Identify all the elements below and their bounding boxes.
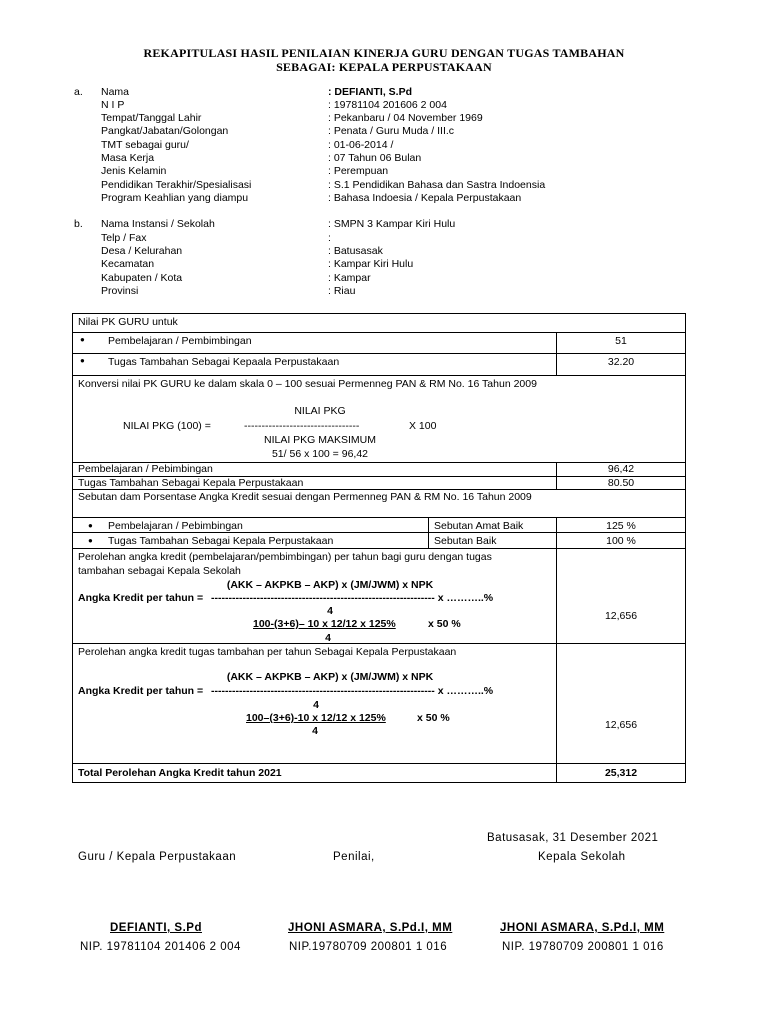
total-label: Total Perolehan Angka Kredit tahun 2021 (78, 767, 282, 779)
value-telp: : (328, 232, 331, 244)
ak1-formula: (AKK – AKPKB – AKP) x (JM/JWM) x NPK (226, 579, 434, 591)
value-tmt: : 01-06-2014 / (328, 139, 394, 151)
row-divider (72, 489, 686, 490)
pk-row-value: 32.20 (607, 356, 635, 368)
label-masa-kerja: Masa Kerja (101, 152, 155, 164)
ak1-times: x 50 % (428, 618, 461, 630)
ak1-denominator2: 4 (325, 632, 331, 644)
converted-row-value: 80.50 (607, 477, 635, 489)
signer-nip-kepala: NIP. 19780709 200801 1 016 (502, 941, 664, 953)
value-pangkat: : Penata / Guru Muda / III.c (328, 125, 455, 137)
value-jenis-kelamin: : Perempuan (328, 165, 389, 177)
ak2-lhs: Angka Kredit per tahun = (78, 685, 204, 697)
value-kecamatan: : Kampar Kiri Hulu (328, 258, 414, 270)
place-date: Batusasak, 31 Desember 2021 (487, 832, 659, 844)
row-divider (72, 517, 686, 518)
ak2-value: 12,656 (604, 719, 638, 731)
signer-name-guru: DEFIANTI, S.Pd (110, 922, 202, 934)
ak2-dashes: ---------------------------------------------------------------- x ………..% (211, 685, 494, 697)
role-kepala-sekolah: Kepala Sekolah (538, 851, 626, 863)
sebutan-row-persen: 125 % (606, 520, 636, 532)
value-nama: : DEFIANTI, S.Pd (328, 86, 412, 98)
bullet-icon: ● (80, 356, 85, 365)
ak2-denominator: 4 (313, 699, 319, 711)
ak1-lhs: Angka Kredit per tahun = (78, 592, 204, 604)
formula-dashes: --------------------------------- (244, 420, 360, 432)
row-divider (72, 763, 686, 764)
signer-name-kepala: JHONI ASMARA, S.Pd.I, MM (500, 922, 665, 934)
sebutan-row-persen: 100 % (606, 535, 636, 547)
formula-calc: 51/ 56 x 100 = 96,42 (271, 448, 369, 460)
value-instansi: : SMPN 3 Kampar Kiri Hulu (328, 218, 456, 230)
total-value: 25,312 (604, 767, 638, 779)
ak2-times: x 50 % (417, 712, 450, 724)
row-divider (72, 332, 686, 333)
formula-lhs: NILAI PKG (100) = (123, 420, 211, 432)
ak2-calculation: 100–(3+6)-10 x 12/12 x 125% (246, 712, 386, 724)
formula-denominator: NILAI PKG MAKSIMUM (263, 434, 377, 446)
label-pangkat: Pangkat/Jabatan/Golongan (101, 125, 229, 137)
label-nama: Nama (101, 86, 130, 98)
sebutan-row-label: Pembelajaran / Pebimbingan (108, 520, 243, 532)
role-guru: Guru / Kepala Perpustakaan (78, 851, 237, 863)
label-pendidikan: Pendidikan Terakhir/Spesialisasi (101, 179, 252, 191)
signer-name-penilai: JHONI ASMARA, S.Pd.I, MM (288, 922, 453, 934)
value-provinsi: : Riau (328, 285, 356, 297)
label-instansi: Nama Instansi / Sekolah (101, 218, 215, 230)
label-provinsi: Provinsi (101, 285, 139, 297)
document-title-line2: SEBAGAI: KEPALA PERPUSTAKAAN (276, 60, 492, 74)
ak1-dashes: ---------------------------------------------------------------- x ………..% (211, 592, 494, 604)
value-desa: : Batusasak (328, 245, 383, 257)
konversi-text: Konversi nilai PK GURU ke dalam skala 0 – 100 sesuai Permenneg PAN & RM No. 16 Tahun 2009 (78, 378, 537, 390)
converted-row-value: 96,42 (607, 463, 635, 475)
row-divider (72, 375, 686, 376)
signer-nip-penilai: NIP.19780709 200801 1 016 (289, 941, 448, 953)
ak1-denominator: 4 (327, 605, 333, 617)
label-kabupaten: Kabupaten / Kota (101, 272, 183, 284)
formula-times: X 100 (409, 420, 437, 432)
label-program-keahlian: Program Keahlian yang diampu (101, 192, 249, 204)
row-divider (72, 532, 686, 533)
section-b-marker: b. (74, 218, 83, 230)
pk-row-value: 51 (615, 335, 627, 347)
label-jenis-kelamin: Jenis Kelamin (101, 165, 167, 177)
role-penilai: Penilai, (333, 851, 375, 863)
value-kabupaten: : Kampar (328, 272, 371, 284)
ak2-formula: (AKK – AKPKB – AKP) x (JM/JWM) x NPK (226, 671, 434, 683)
sebutan-row-predikat: Sebutan Baik (434, 535, 497, 547)
label-ttl: Tempat/Tanggal Lahir (101, 112, 202, 124)
converted-row-label: Tugas Tambahan Sebagai Kepala Perpustakaan (78, 477, 304, 489)
label-kecamatan: Kecamatan (101, 258, 155, 270)
sebutan-row-label: Tugas Tambahan Sebagai Kepala Perpustakaan (108, 535, 334, 547)
pk-row-label: Pembelajaran / Pembimbingan (108, 335, 252, 347)
label-tmt: TMT sebagai guru/ (101, 139, 189, 151)
ak1-calculation: 100-(3+6)– 10 x 12/12 x 125% (253, 618, 396, 630)
bullet-icon: ● (80, 335, 85, 344)
ak2-denominator2: 4 (312, 725, 318, 737)
label-desa: Desa / Kelurahan (101, 245, 183, 257)
value-masa-kerja: : 07 Tahun 06 Bulan (328, 152, 422, 164)
converted-row-label: Pembelajaran / Pebimbingan (78, 463, 213, 475)
row-divider (72, 353, 686, 354)
document-title-line1: REKAPITULASI HASIL PENILAIAN KINERJA GURU DENGAN TUGAS TAMBAHAN (143, 46, 625, 60)
value-nip: : 19781104 201606 2 004 (328, 99, 447, 111)
value-ttl: : Pekanbaru / 04 November 1969 (328, 112, 483, 124)
label-nip: N I P (101, 99, 125, 111)
pk-header: Nilai PK GURU untuk (78, 316, 178, 328)
pk-row-label: Tugas Tambahan Sebagai Kepaala Perpustakaan (108, 356, 340, 368)
ak1-description-line1: Perolehan angka kredit (pembelajaran/pembimbingan) per tahun bagi guru dengan tugas (78, 551, 492, 563)
bullet-icon: ● (88, 521, 93, 530)
value-pendidikan: : S.1 Pendidikan Bahasa dan Sastra Indoensia (328, 179, 546, 191)
sebutan-row-predikat: Sebutan Amat Baik (434, 520, 524, 532)
bullet-icon: ● (88, 536, 93, 545)
formula-numerator: NILAI PKG (294, 405, 346, 417)
section-a-marker: a. (74, 86, 83, 98)
row-divider (72, 643, 686, 644)
value-program-keahlian: : Bahasa Indoesia / Kepala Perpustakaan (328, 192, 522, 204)
ak1-description-line2: tambahan sebagai Kepala Sekolah (78, 565, 241, 577)
signer-nip-guru: NIP. 19781104 201406 2 004 (80, 941, 241, 953)
label-telp: Telp / Fax (101, 232, 147, 244)
ak2-description: Perolehan angka kredit tugas tambahan per tahun Sebagai Kepala Perpustakaan (78, 646, 457, 658)
ak1-value: 12,656 (604, 610, 638, 622)
sebutan-text: Sebutan dam Porsentase Angka Kredit sesuai dengan Permenneg PAN & RM No. 16 Tahun 2009 (78, 491, 532, 503)
row-divider (72, 548, 686, 549)
